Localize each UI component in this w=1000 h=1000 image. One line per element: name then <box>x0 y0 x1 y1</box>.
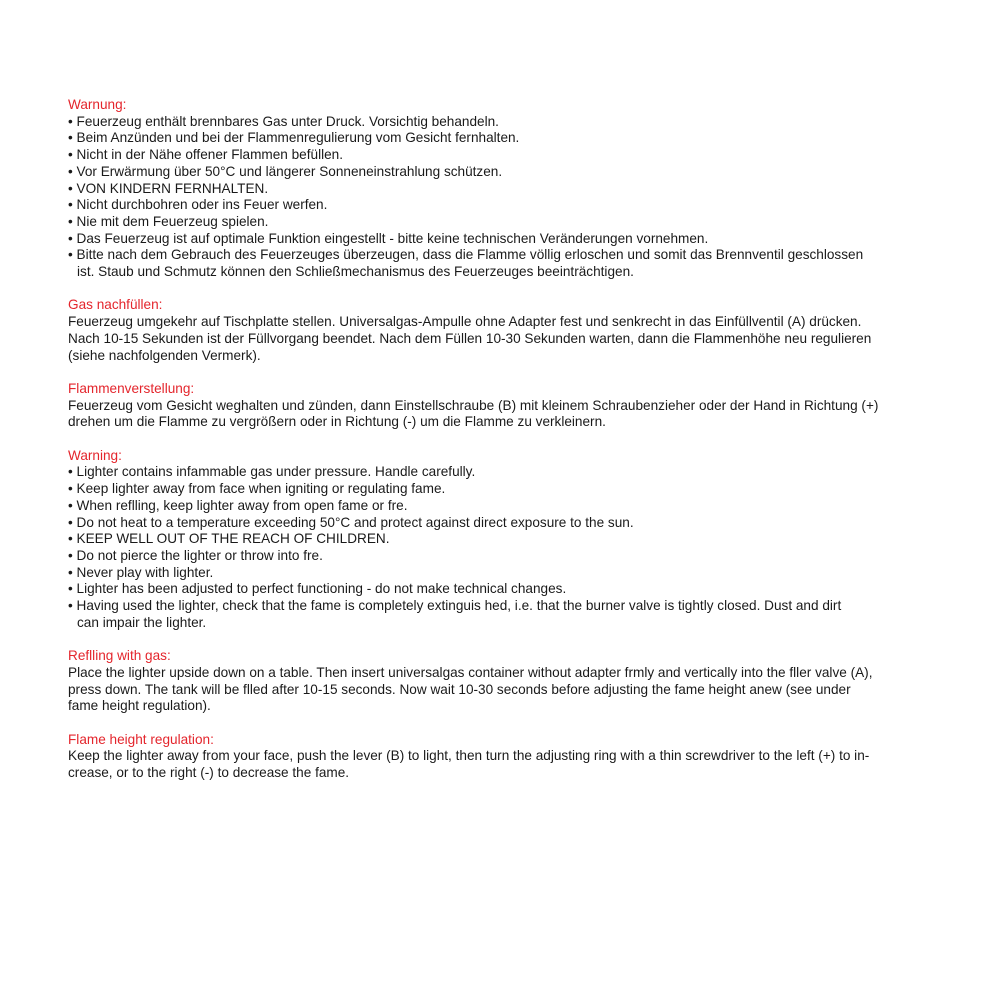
text-line: Feuerzeug vom Gesicht weghalten und zünden, dann Einstellschraube (B) mit kleinem Schraubenzieher oder der Hand in Richtung (+) <box>68 397 879 413</box>
text-line: • Nicht in der Nähe offener Flammen befüllen. <box>68 147 344 163</box>
text-line: • When reflling, keep lighter away from open fame or fre. <box>68 497 408 513</box>
text-line: • VON KINDERN FERNHALTEN. <box>68 180 269 196</box>
text-line: drehen um die Flamme zu vergrößern oder in Richtung (-) um die Flamme zu verkleinern. <box>68 414 606 430</box>
text-line: • Do not heat to a temperature exceeding 50°C and protect against direct exposure to the sun. <box>68 514 634 530</box>
text-line: crease, or to the right (-) to decrease the fame. <box>68 765 350 781</box>
text-line: Feuerzeug umgekehr auf Tischplatte stellen. Universalgas-Ampulle ohne Adapter fest und senkrecht in das Einfüllventil (A) drücken. <box>68 314 862 330</box>
section-heading: Gas nachfüllen: <box>68 297 163 313</box>
section-warnung-de <box>68 97 938 281</box>
section-warning-en <box>68 448 938 632</box>
section-heading: Flammenverstellung: <box>68 380 195 396</box>
section-heading: Warnung: <box>68 97 127 112</box>
text-line: • Lighter has been adjusted to perfect functioning - do not make technical changes. <box>68 581 567 597</box>
section-gas-nachfuellen <box>68 297 938 364</box>
text-line: • Keep lighter away from face when igniting or regulating fame. <box>68 481 446 497</box>
section-flame-height-regulation <box>68 732 938 782</box>
text-line: Place the lighter upside down on a table. Then insert universalgas container without adapter frmly and vertically into the fller valve (A), <box>68 664 873 680</box>
text-line: fame height regulation). <box>68 698 211 714</box>
text-line: • Bitte nach dem Gebrauch des Feuerzeuges überzeugen, dass die Flamme völlig erloschen und somit das Brennventil geschlossen <box>68 247 864 263</box>
text-line: • Beim Anzünden und bei der Flammenregulierung vom Gesicht fernhalten. <box>68 130 520 146</box>
section-reflling-with-gas <box>68 648 938 715</box>
section-heading: Reflling with gas: <box>68 648 171 664</box>
text-line: • Lighter contains infammable gas under pressure. Handle carefully. <box>68 464 476 480</box>
text-line: can impair the lighter. <box>77 614 207 630</box>
text-line: Keep the lighter away from your face, push the lever (B) to light, then turn the adjusting ring with a thin screwdriver to the left (+) to in- <box>68 748 870 764</box>
text-line: • KEEP WELL OUT OF THE REACH OF CHILDREN. <box>68 531 390 547</box>
text-line: • Vor Erwärmung über 50°C und längerer Sonneneinstrahlung schützen. <box>68 163 503 179</box>
text-line: (siehe nachfolgenden Vermerk). <box>68 347 261 363</box>
section-heading: Warning: <box>68 447 122 463</box>
instruction-sheet <box>68 97 938 798</box>
text-line: • Having used the lighter, check that the fame is completely extinguis hed, i.e. that the burner valve is tightly closed. Dust and dirt <box>68 598 842 614</box>
text-line: • Feuerzeug enthält brennbares Gas unter Druck. Vorsichtig behandeln. <box>68 113 499 129</box>
text-line: Nach 10-15 Sekunden ist der Füllvorgang beendet. Nach dem Füllen 10-30 Sekunden warten, dann die Flammenhöhe neu regulieren <box>68 330 872 346</box>
text-line: • Do not pierce the lighter or throw into fre. <box>68 547 323 563</box>
text-line: ist. Staub und Schmutz können den Schließmechanismus des Feuerzeuges beeinträchtigen. <box>77 264 634 280</box>
text-line: press down. The tank will be flled after 10-15 seconds. Now wait 10-30 seconds before adjusting the fame height anew (see under <box>68 681 851 697</box>
text-line: • Das Feuerzeug ist auf optimale Funktion eingestellt - bitte keine technischen Veränderungen vornehmen. <box>68 230 709 246</box>
text-line: • Never play with lighter. <box>68 564 214 580</box>
section-flammenverstellung <box>68 381 938 431</box>
section-heading: Flame height regulation: <box>68 731 214 747</box>
text-line: • Nicht durchbohren oder ins Feuer werfen. <box>68 197 328 213</box>
text-line: • Nie mit dem Feuerzeug spielen. <box>68 213 269 229</box>
